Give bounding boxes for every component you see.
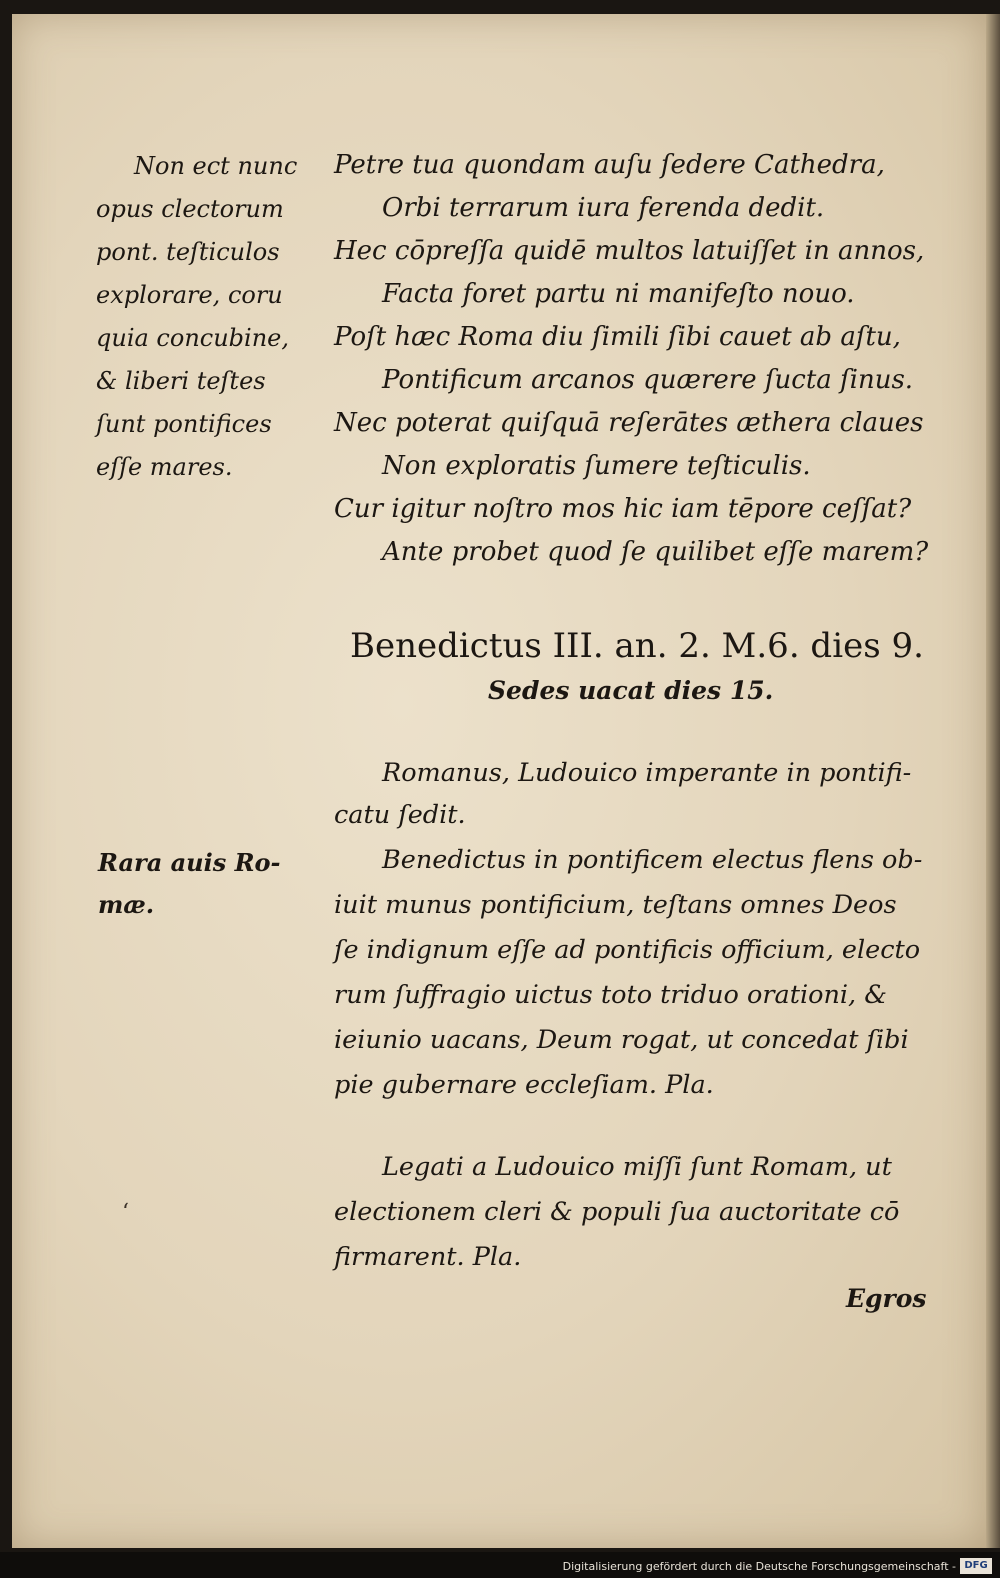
- margin-line: quia concubine,: [96, 324, 290, 352]
- verse-line: Hec cōpreſſa quidē multos latuiſſet in annos,: [334, 236, 925, 266]
- verse-line: Petre tua quondam auſu ſedere Cathedra,: [334, 150, 885, 180]
- prose-line: Legati a Ludouico miſſi ſunt Romam, ut: [382, 1152, 892, 1182]
- prose-line: ſe indignum eſſe ad pontificis officium, electo: [334, 935, 921, 965]
- prose-line: rum ſuffragio uictus toto triduo orationi, &: [334, 980, 887, 1010]
- prose-line: Benedictus in pontificem electus flens ob-: [382, 845, 923, 875]
- digitization-credit: Digitalisierung gefördert durch die Deutsche Forschungsgemeinschaft -: [562, 1560, 956, 1573]
- verse-line: Facta foret partu ni manifeſto nouo.: [382, 279, 855, 309]
- margin-line: eſſe mares.: [96, 453, 233, 481]
- prose-line: firmarent. Pla.: [334, 1242, 522, 1272]
- margin-line: Rara auis Ro-: [98, 848, 281, 877]
- dfg-logo: DFG: [960, 1558, 992, 1574]
- margin-line: ſunt pontifices: [96, 410, 272, 438]
- catchword: Egros: [846, 1284, 927, 1313]
- prose-line: pie gubernare eccleſiam. Pla.: [334, 1070, 714, 1100]
- prose-line: ieiunio uacans, Deum rogat, ut concedat ſibi: [334, 1025, 909, 1055]
- margin-line: pont. teſticulos: [96, 238, 280, 266]
- margin-line: & liberi teſtes: [96, 367, 266, 395]
- margin-line: explorare, coru: [96, 281, 283, 309]
- ink-mark: ‘: [122, 1200, 129, 1225]
- page-edge: [986, 14, 1000, 1548]
- verse-line: Non exploratis ſumere teſticulis.: [382, 451, 811, 481]
- prose-line: electionem cleri & populi ſua auctoritate cō: [334, 1197, 900, 1227]
- verse-line: Orbi terrarum iura ferenda dedit.: [382, 193, 825, 223]
- margin-line: opus clectorum: [96, 195, 284, 223]
- prose-line: catu ſedit.: [334, 800, 466, 830]
- verse-line: Pontificum arcanos quærere ſucta ſinus.: [382, 365, 914, 395]
- section-subheading: Sedes uacat dies 15.: [488, 676, 774, 705]
- verse-line: Poſt hæc Roma diu ſimili ſibi cauet ab aſtu,: [334, 322, 901, 352]
- margin-line: mæ.: [98, 890, 155, 919]
- verse-line: Cur igitur noſtro mos hic iam tēpore ceſſat?: [334, 494, 912, 524]
- prose-line: Romanus, Ludouico imperante in pontifi-: [382, 758, 912, 788]
- verse-line: Ante probet quod ſe quilibet eſſe marem?: [382, 537, 929, 567]
- section-heading: Benedictus III. an. 2. M.6. dies 9.: [350, 626, 924, 666]
- verse-line: Nec poterat quiſquā reſerātes æthera claues: [334, 408, 924, 438]
- margin-line: Non ect nunc: [134, 152, 298, 180]
- prose-line: iuit munus pontificium, teſtans omnes Deos: [334, 890, 897, 920]
